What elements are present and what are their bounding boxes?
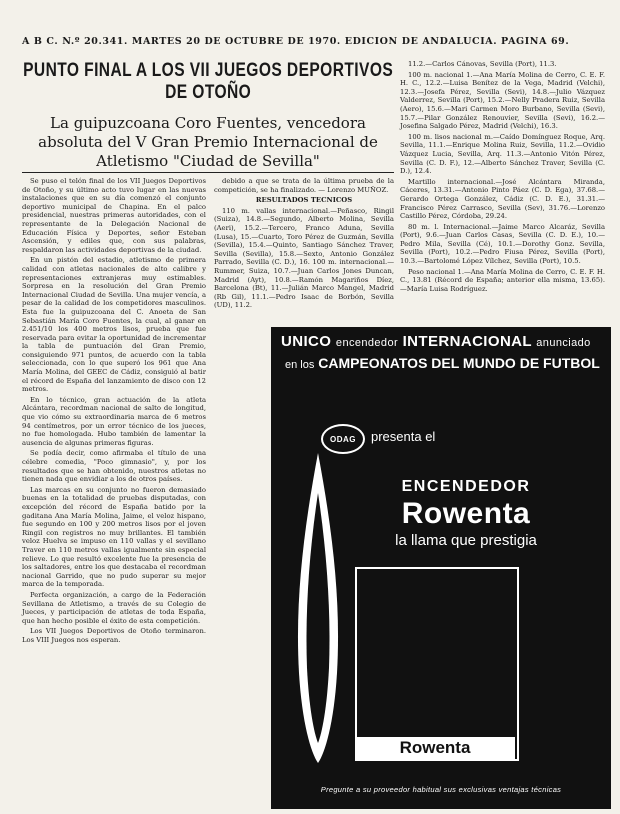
odag-logo: ODAG <box>321 424 365 454</box>
ad-tagline: la llama que prestigia <box>395 532 537 549</box>
product-brand-label: Rowenta <box>355 737 515 759</box>
product-image-box <box>355 567 519 761</box>
paragraph: En un pistón del estadio, atletismo de primera calidad con atletas nacionales de alto calibre y representaciones extranjeras muy estimables. Sorpresa en la resolución del Gran Premio Internacional Ciudad de Sevilla. Una mujer vencía, a pesar de la calidad de los competidores masculinos. Esta fue la guipuzcoana del C. Anoeta de San Sebastián María Coro Fuentes, la cual, al ganar en 2.451/10 los 400 metros lisos, prueba que fue reservada para evitar la oportunidad de incrementar la tabla de puntuación del Gran Premio, consiguiendo 971 puntos, de acuerdo con la tabla seleccionada, con lo que superó los 961 que Ana María Molina, del GEEC de Cádiz, consiguió al batir el récord de España del lanzamiento de disco con 12 metros. <box>22 256 206 394</box>
article-subhead: La guipuzcoana Coro Fuentes, vencedora absoluta del V Gran Premio Internacional de Atletismo "Ciudad de Sevilla" <box>38 114 378 170</box>
ad-word-anunciado: anunciado <box>536 337 591 349</box>
paragraph: 100 m. lisos nacional m.—Caído Domínguez Roque, Arq. Sevilla, 11.1.—Enrique Molina Ruiz, Sevilla, 11.2.—Ovidio Vázquez Lucia, Sevilla, Arq. 11.3.—Antonio Vitón Pérez, Sevilla (C. D. F.), 12.—Alberto Sánchez Traver, Sevilla (C. D.), 12.4. <box>400 132 605 176</box>
ad-encendedor-title: ENCENDEDOR <box>401 478 531 495</box>
paragraph: Se puso el telón final de los VII Juegos Deportivos de Otoño, y su último acto tuvo lugar en las nuevas instalaciones que en su día comenzó el conjunto deportivo municipal de Chapina. En el palco presidencial, nuestras primeras autoridades, con el representante de la Delegación Nacional de Educación Física y Deportes, señor Esteban Ascensión, y ediles que, con sus palabras, respaldaron las actividades deportivas de la ciudad. <box>22 177 206 254</box>
ad-footer: Pregunte a su proveedor habitual sus exclusivas ventajas técnicas <box>320 785 562 794</box>
results-title: RESULTADOS TECNICOS <box>255 196 353 205</box>
ad-presenta-text: presenta el <box>371 429 436 444</box>
page-header: A B C. N.º 20.341. MARTES 20 DE OCTUBRE DE 1970. EDICION DE ANDALUCIA. PAGINA 69. <box>22 36 570 47</box>
paragraph: Martillo internacional.—José Alcántara Miranda, Cáceres, 13.31.—Antonio Pinto Páez (C. D. Ega), 37.68.—Gerardo Ortega González, Cádiz (C. D. E.), 31.31.—Francisco Pérez Carrasco, Sevilla (Sev), 31.76.—Lorenzo Castillo Pérez, Córdoba, 29.24. <box>400 177 605 221</box>
paragraph: Perfecta organización, a cargo de la Federación Sevillana de Atletismo, a través de su Colegio de Jueces, y participación de atletas de toda España, que han hecho posible el éxito de esta competición. <box>22 590 206 625</box>
ad-headline-2 <box>285 355 605 371</box>
paragraph: debido a que se trata de la última prueba de la competición, se ha finalizado. — Lorenzo MUÑOZ. <box>214 177 394 194</box>
paragraph: 100 m. nacional 1.—Ana María Molina de Cerro, C. E. F. H. C., 12.2.—Luisa Benítez de la Vega, Madrid (Velchi), 12.3.—Josefa Pérez, Sevilla (Sevi), 14.8.—Julio Vázquez Valderrez, Sevilla (Port), 15.2.—Nelly Pradera Ruiz, Sevilla (Aero), 15.6.—Mari Carmen Moro Burbano, Sevilla (Sevi), 15.7.—Pilar González Renouvier, Sevilla (Sevi), 16.2.—Josefina Salgado Pérez, Madrid (Velchi), 16.3. <box>400 70 605 131</box>
results-text: 110 m. vallas internacional.—Peñasco, Ringil (Suiza), 14.8.—Segundo, Alberto Molina, Sevilla (Aeri), 15.2.—Tercero, Franco Aduna, Sevilla (Lusa), 15.—Cuarto, Toro Pérez de Guzmán, Sevilla (Sevilla), 15.4.—Quinto, Santiago Sánchez Traver, Sevilla (Sevilla), 15.8.—Sexto, Antonio González Parrado, Sevilla (C. D.), 16. 100 m. internacional.—Rummer, Suiza, 10.7.—Juan Carlos Jones Duncan, Madrid (Ayt), 10.8.—Ramón Magariños Díez, Barcelona (Bt), 11.—Julián Marco Mangel, Madrid (Rb Gil), 11.1.—Pedro Isaac de Borbón, Sevilla (UD), 11.2. <box>214 206 394 310</box>
article-column-3 <box>400 60 605 324</box>
paragraph: 80 m. l. Internacional.—Jaime Marco Alcaráz, Sevilla (Port), 9.6.—Juan Carlos Casas, Sevilla (C. D. E.), 10.—Pedro Mila, Sevilla (Cé), 10.1.—Dorothy Gonz. Sevilla, Sevilla (Port), 10.2.—Pedro Fiusa Pérez, Sevilla (Port), 10.3.—Bartolomé López Vílchez, Sevilla (Port), 10.5. <box>400 222 605 266</box>
article-headline: PUNTO FINAL A LOS VII JUEGOS DEPORTIVOS DE OTOÑO <box>23 60 394 103</box>
paragraph: Peso nacional 1.—Ana María Molina de Cerro, C. E. F. H. C., 13.81 (Récord de España; anterior ella misma, 13.65).—María Luisa Rodríguez. <box>400 267 605 293</box>
ad-word-encendedor: encendedor <box>335 337 399 349</box>
ad-word-en-los: en los <box>285 359 315 371</box>
article-column-2 <box>214 177 394 310</box>
ad-word-internacional: INTERNACIONAL <box>402 333 532 350</box>
paragraph: Se podía decir, como afirmaba el título de una célebre comedia, "Poco gimnasio", y, por los resultados que se han obtenido, nuestros atletas no tienen nada que envidiar a los de otros países. <box>22 449 206 484</box>
ad-headline-1 <box>281 333 601 350</box>
article-column-1 <box>22 177 206 814</box>
rowenta-advertisement <box>271 327 611 809</box>
brand-logo: Rowenta <box>401 497 531 530</box>
ad-word-unico: UNICO <box>281 333 332 350</box>
divider <box>22 172 394 173</box>
paragraph: 11.2.—Carlos Cánovas, Sevilla (Port), 11.3. <box>408 60 557 68</box>
paragraph: Las marcas en su conjunto no fueron demasiado buenas en la totalidad de pruebas disputadas, con excepción del récord de España batido por la gaditana Ana María Molina, Jaime, el veloz hispano, fue segundo en 100 y 200 metros lisos por el joven Ringil con registros no muy brillantes. El también veloz Huelva se impuso en 110 vallas y el sevillano Traver en 110 metros vallas igualmente sin especial relieve. Lo que resultó excelente fue la presencia de los saltadores, entre los que destacaba el recordman nacional Garrido, que no pudo superar su mejor marca de la temporada. <box>22 485 206 589</box>
paragraph: En lo técnico, gran actuación de la atleta Alcántara, recordman nacional de salto de longitud, que vio cómo su extraordinaria marca de 6 metros 94 centímetros, por un error técnico de los jueces, no fue homologada. Hubo también de lamentar la ausencia de algunas primeras figuras. <box>22 395 206 447</box>
paragraph: Los VII Juegos Deportivos de Otoño terminaron. Los VIII Juegos nos esperan. <box>22 627 206 644</box>
ad-word-campeonatos: CAMPEONATOS DEL MUNDO DE FUTBOL <box>318 355 600 371</box>
